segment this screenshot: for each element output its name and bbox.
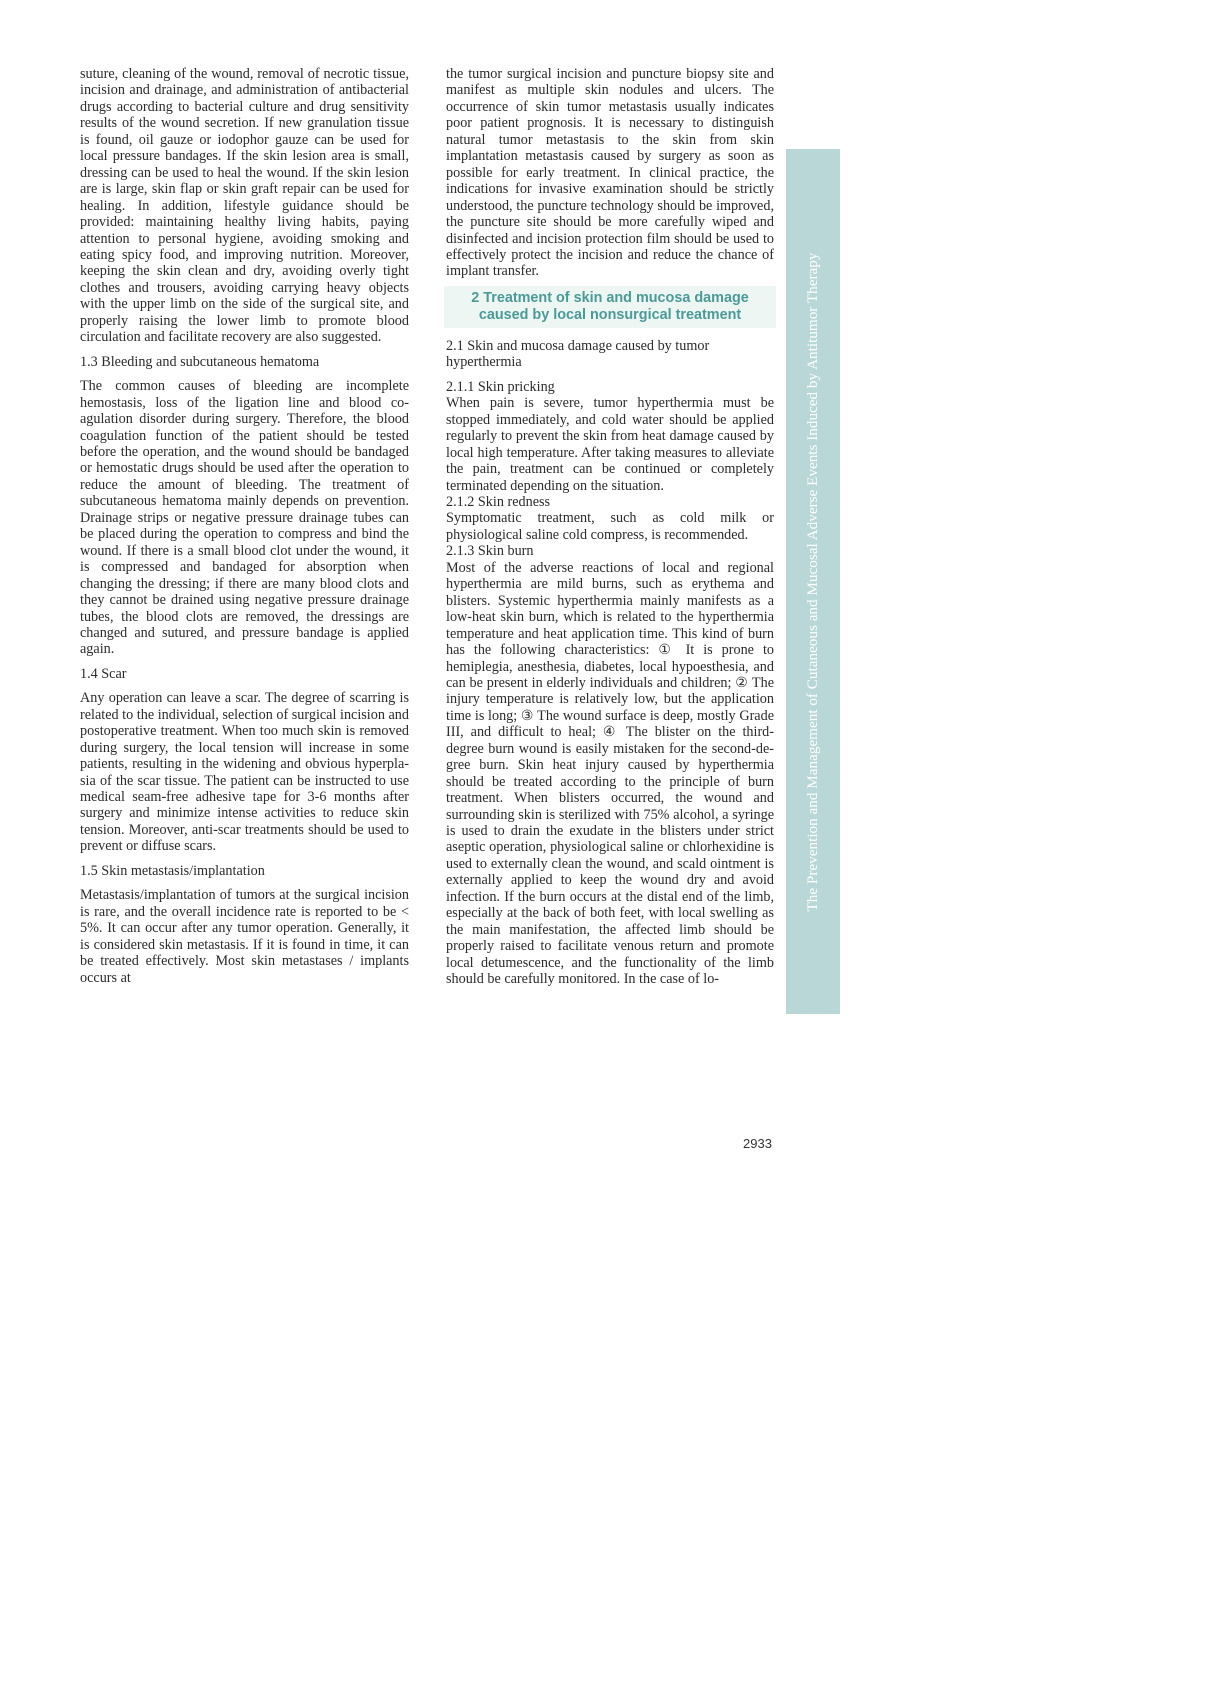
left-column (80, 66, 409, 986)
section-heading-1-5: 1.5 Skin metastasis/implantation (80, 862, 265, 879)
running-title-band (786, 149, 840, 1014)
section-heading-1-3: 1.3 Bleeding and subcutaneous hematoma (80, 353, 320, 370)
paragraph-bleeding: The common causes of bleeding are incomplete hemostasis, loss of the ligation line and blood coagulation disorder during surgery. Therefore, the blood coagulation function of the patient should be tested before the operation, and the wound should be bandaged or hemostatic drugs should be used after the operation to reduce the amount of bleeding. The treatment of subcutaneous hematoma mainly depends on prevention. Drainage strips or negative pressure drainage tubes can be placed during the operation to compress and bind the wound. If there is a small blood clot under the wound, it is compressed and bandaged for absorption when changing the dressing; if there are many blood clots and they cannot be drained using negative pressure drainage tubes, the blood clots are removed, the dressings are changed and sutured, and pressure bandage is applied again. (80, 378, 409, 658)
paragraph-metastasis: Metastasis/implantation of tumors at the surgical incision is rare, and the overall incidence rate is reported to be < 5%. It can occur after any tumor operation. Generally, it is considered skin metastasis. If it is found in time, it can be treated effectively. Most skin metastases / implants occurs at (80, 887, 409, 986)
section-heading-2-1-2: 2.1.2 Skin redness (446, 493, 551, 510)
major-section-heading-2 (444, 286, 776, 328)
right-column (446, 66, 774, 988)
section-heading-2-1: 2.1 Skin and mucosa damage caused by tumor hyperthermia (446, 337, 710, 371)
page-number: 2933 (743, 1136, 772, 1151)
paragraph-skin-redness: Symptomatic treatment, such as cold milk or physiological saline cold compress, is recommended. (446, 510, 774, 543)
major-heading-line-2: caused by local nonsurgical treatment (478, 306, 742, 323)
section-heading-2-1-1: 2.1.1 Skin pricking (446, 378, 555, 395)
paragraph-wound-care: suture, cleaning of the wound, removal of necrotic tissue, incision and drainage, and administration of antibacterial drugs according to bacterial culture and drug sensitivity results of the wound secretion. If new granulation tissue is found, oil gauze or iodophor gauze can be used for local pressure bandages. If the skin lesion area is small, dressing can be used to heal the wound. If the skin lesion are is large, skin flap or skin graft repair can be used for healing. In addition, lifestyle guidance should be provided: maintaining healthy living habits, paying attention to personal hygiene, avoiding smoking and eating spicy food, and improving nutrition. Moreover, keeping the skin clean and dry, avoiding overly tight clothes and trousers, avoiding carrying heavy objects with the upper limb on the side of the surgical site, and properly raising the lower limb to promote blood circulation and facilitate recovery are also suggested. (80, 66, 409, 346)
paragraph-skin-pricking: When pain is severe, tumor hyperthermia must be stopped immediately, and cold water should be applied regularly to prevent the skin from heat damage caused by local high temperature. After taking measures to alleviate the pain, treatment can be continued or completely terminated depending on the situation. (446, 395, 774, 494)
paragraph-skin-burn: Most of the adverse reactions of local and regional hyperthermia are mild burns, such as erythema and blisters. Systemic hyperthermia mainly manifests as a low-heat skin burn, which is related to the hyperthermia temperature and heat application time. This kind of burn has the following characteristics: ① It is prone to hemiplegia, anesthesia, diabetes, local hypoesthesia, and can be present in elderly individuals and children; ② The injury temperature is relatively low, but the application time is long; ③ The wound surface is deep, mostly Grade III, and difficult to heal; ④ The blister on the third-degree burn wound is easily mistaken for the second-degree burn. Skin heat injury caused by hyperthermia should be treated according to the principle of burn treatment. When blisters occurred, the wound and surrounding skin is sterilized with 75% alcohol, a syringe is used to drain the exudate in the blisters under strict aseptic operation, physiological saline or chlorhexidine is used to externally clean the wound, and scald ointment is externally applied to keep the wound dry and avoid infection. If the burn occurs at the distal end of the limb, especially at the back of both feet, with local swelling as the main manifestation, the affected limb should be properly raised to facilitate venous return and promote local detumescence, and the functionality of the limb should be carefully monitored. In the case of lo- (446, 559, 774, 988)
paragraph-metastasis-continued: the tumor surgical incision and puncture biopsy site and manifest as multiple skin nodules and ulcers. The occurrence of skin tumor metastasis usually indicates poor patient prognosis. It is necessary to distinguish natural tumor metastasis to the skin from skin implantation metastasis caused by surgery as soon as possible for early treatment. In clinical practice, the indications for invasive examination should be strictly understood, the puncture technology should be improved, the puncture site should be more carefully wiped and disinfected and incision protection film should be used to effectively protect the incision and reduce the chance of implant transfer. (446, 66, 774, 280)
major-heading-line-1: 2 Treatment of skin and mucosa damage (471, 289, 749, 306)
paragraph-scar: Any operation can leave a scar. The degree of scarring is related to the individual, selection of surgical incision and postoperative treatment. When too much skin is removed during surgery, the local tension will increase in some patients, resulting in the widening and obvious hyperplasia of the scar tissue. The patient can be instructed to use medical seam-free adhesive tape for 3-6 months after surgery and minimize intense activities to reduce skin tension. Moreover, anti-scar treatments should be used to prevent or diffuse scars. (80, 690, 409, 855)
section-heading-2-1-3: 2.1.3 Skin burn (446, 543, 534, 560)
section-heading-1-4: 1.4 Scar (80, 665, 127, 682)
running-title: The Prevention and Management of Cutaneous and Mucosal Adverse Events Induced by Antitumor Therapy (804, 252, 821, 911)
